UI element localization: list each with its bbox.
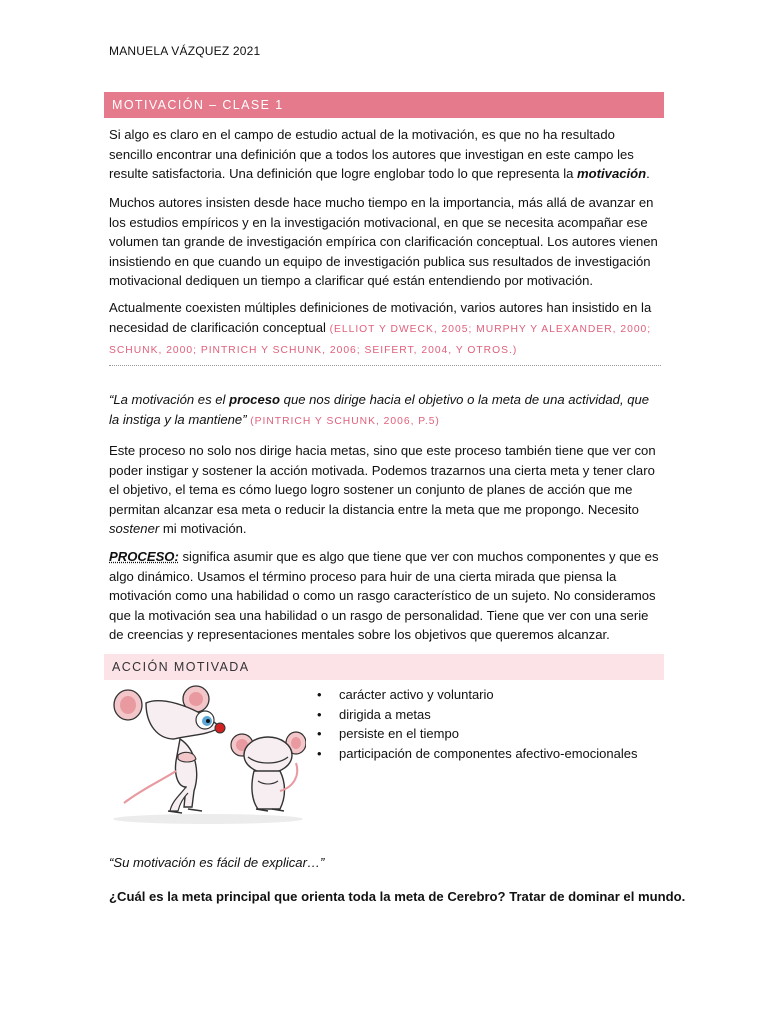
quote-citation: (PINTRICH Y SCHUNK, 2006, P.5) [250,415,440,427]
bullet-icon: • [317,726,322,741]
section-title-accion-motivada: ACCIÓN MOTIVADA [104,654,664,680]
dotted-divider [109,365,661,366]
list-item: • participación de componentes afectivo-emocionales [315,744,637,764]
accion-motivada-list [315,685,637,763]
list-item: • persiste en el tiempo [315,724,637,744]
bullet-icon: • [317,687,322,702]
list-item: • carácter activo y voluntario [315,685,637,705]
definition-quote: “La motivación es el proceso que nos dirige hacia el objetivo o la meta de una actividad, que la instiga y la mantiene” (PINTRICH Y SCHUNK, 2006, P.5) [109,392,650,427]
bullet-icon: • [317,745,322,761]
list-item: • dirigida a metas [315,705,637,725]
paragraph-1: Si algo es claro en el campo de estudio actual de la motivación, es que no ha resultado sencillo encontrar una definición que a todos los autores que investigan en este campo les resulte satisfactoria. Una definición que logre englobar todo lo que representa la motivación. [109,127,650,181]
paragraph-3: Actualmente coexisten múltiples definiciones de motivación, varios autores han insistido en la necesidad de clarificación conceptual (ELLIOT Y DWECK, 2005; MURPHY Y ALEXANDER, 2000; SCHUNK, 2000; PINTRICH Y SCHUNK, 2006; SEIFERT, 2004, Y OTROS.) [109,300,652,356]
section-title-motivacion: MOTIVACIÓN – CLASE 1 [104,92,664,118]
document-header-author: MANUELA VÁZQUEZ 2021 [109,44,261,58]
closing-question: ¿Cuál es la meta principal que orienta toda la meta de Cerebro? Tratar de dominar el mundo. [109,889,686,904]
cartoon-mice-illustration [108,683,306,825]
citation: (ELLIOT Y DWECK, 2005; MURPHY Y ALEXANDER, 2000; SCHUNK, 2000; PINTRICH Y SCHUNK, 2006; SEIFERT, 2004, Y OTROS.) [109,323,652,356]
paragraph-proceso: PROCESO: significa asumir que es algo que tiene que ver con muchos componentes y que es algo dinámico. Usamos el término proceso para huir de una cierta mirada que piensa la motivación como una habilidad o como un rasgo característico de un sujeto. No consideramos que la motivación sea una habilidad o un rasgo de personalidad. Tiene que ver con una serie de creencias y representaciones mentales sobre los objetivos que queremos alcanzar. [109,549,659,642]
closing-quote: “Su motivación es fácil de explicar…” [109,855,325,870]
paragraph-2: Muchos autores insisten desde hace mucho tiempo en la importancia, más allá de avanzar en los estudios empíricos y en la investigación motivacional, en que se necesita acompañar ese volumen tan grande de investigación empírica con clarificación conceptual. Los autores vienen insistiendo en que cuando un equipo de investigación publica sus resultados de investigación motivacional dediquen un tiempo a clarificar qué están entendiendo por motivación. [109,195,658,288]
bullet-icon: • [317,706,322,722]
paragraph-4: Este proceso no solo nos dirige hacia metas, sino que este proceso también tiene que ver con poder instigar y sostener la acción motivada. Podemos trazarnos una cierta meta y tener claro el objetivo, el tema es cómo luego logro sostener un conjunto de planes de acción que me permitan alcanzar esa meta o reducir la distancia entre la meta que me propongo. Necesito sostener mi motivación. [109,443,656,536]
proceso-label: PROCESO: [109,549,179,564]
